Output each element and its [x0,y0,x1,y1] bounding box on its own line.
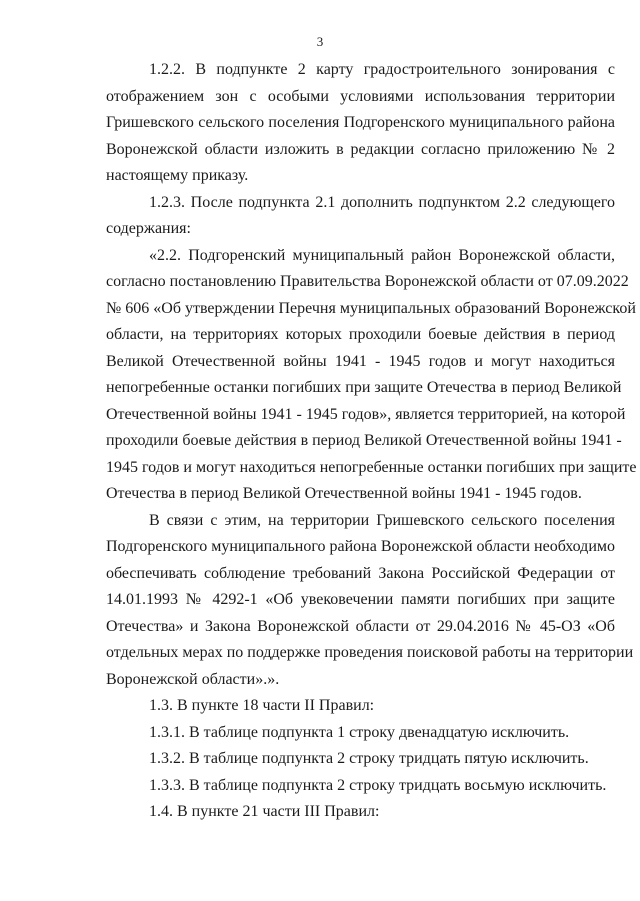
paragraph-p-1-2-3 [106,190,615,243]
text-line: настоящему приказу. [106,167,249,184]
text-line: области, на территориях которых проходили боевые действия в период [106,326,615,343]
paragraph-p-1-3-1 [106,720,615,747]
text-line: 1945 годов и могут находиться непогребенные останки погибших при защите [106,458,637,476]
page-number: 3 [316,34,324,49]
text-line: 1.4. В пункте 21 части III Правил: [149,803,380,820]
text-line: 1.2.2. В подпункте 2 карту градостроительного зонирования с [149,61,615,78]
text-line: обеспечивать соблюдение требований Закона Российской Федерации от [106,564,615,582]
paragraph-p-1-4 [106,799,615,826]
text-line: 1.3.1. В таблице подпункта 1 строку двенадцатую исключить. [149,723,570,741]
paragraph-p-1-2-2 [106,57,615,190]
text-line: 1.2.3. После подпункта 2.1 дополнить подпунктом 2.2 следующего [149,193,615,211]
text-line: 1.3.3. В таблице подпункта 2 строку тридцать восьмую исключить. [149,776,607,794]
text-line: 1.3. В пункте 18 части II Правил: [149,697,375,714]
text-line: Гришевского сельского поселения Подгоренского муниципального района [106,114,615,131]
text-line: отображением зон с особыми условиями использования территории [106,87,615,105]
text-line: «2.2. Подгоренский муниципальный район Воронежской области, [149,246,615,264]
text-line: № 606 «Об утверждении Перечня муниципальных образований Воронежской [106,299,636,317]
text-line: непогребенные останки погибших при защите Отечества в период Великой [106,379,622,396]
text-line: отдельных мерах по поддержке проведения поисковой работы на территории [106,644,634,661]
text-line: согласно постановлению Правительства Воронежской области от 07.09.2022 [106,273,629,290]
paragraph-p-1-3-3 [106,773,615,800]
text-line: Воронежской области изложить в редакции согласно приложению № 2 [106,140,615,158]
paragraph-p-2-2 [106,243,637,508]
text-line: Воронежской области».». [106,670,280,688]
text-line: Великой Отечественной войны 1941 - 1945 годов и могут находиться [106,352,615,370]
text-line: 1.3.2. В таблице подпункта 2 строку тридцать пятую исключить. [149,750,589,767]
text-line: В связи с этим, на территории Гришевского сельского поселения [149,511,615,529]
document-body [106,57,637,826]
text-line: Отечества» и Закона Воронежской области от 29.04.2016 № 45-ОЗ «Об [106,617,615,635]
text-line: Отечественной войны 1941 - 1945 годов», является территорией, на которой [106,405,626,423]
text-line: Подгоренского муниципального района Воронежской области необходимо [106,538,615,555]
text-line: Отечества в период Великой Отечественной войны 1941 - 1945 годов. [106,485,582,502]
paragraph-p-v-svyazi [106,508,634,694]
paragraph-p-1-3 [106,693,615,720]
text-line: проходили боевые действия в период Великой Отечественной войны 1941 - [106,432,622,449]
paragraph-p-1-3-2 [106,746,615,773]
text-line: 14.01.1993 № 4292-1 «Об увековечении памяти погибших при защите [106,591,615,608]
text-line: содержания: [106,220,191,237]
